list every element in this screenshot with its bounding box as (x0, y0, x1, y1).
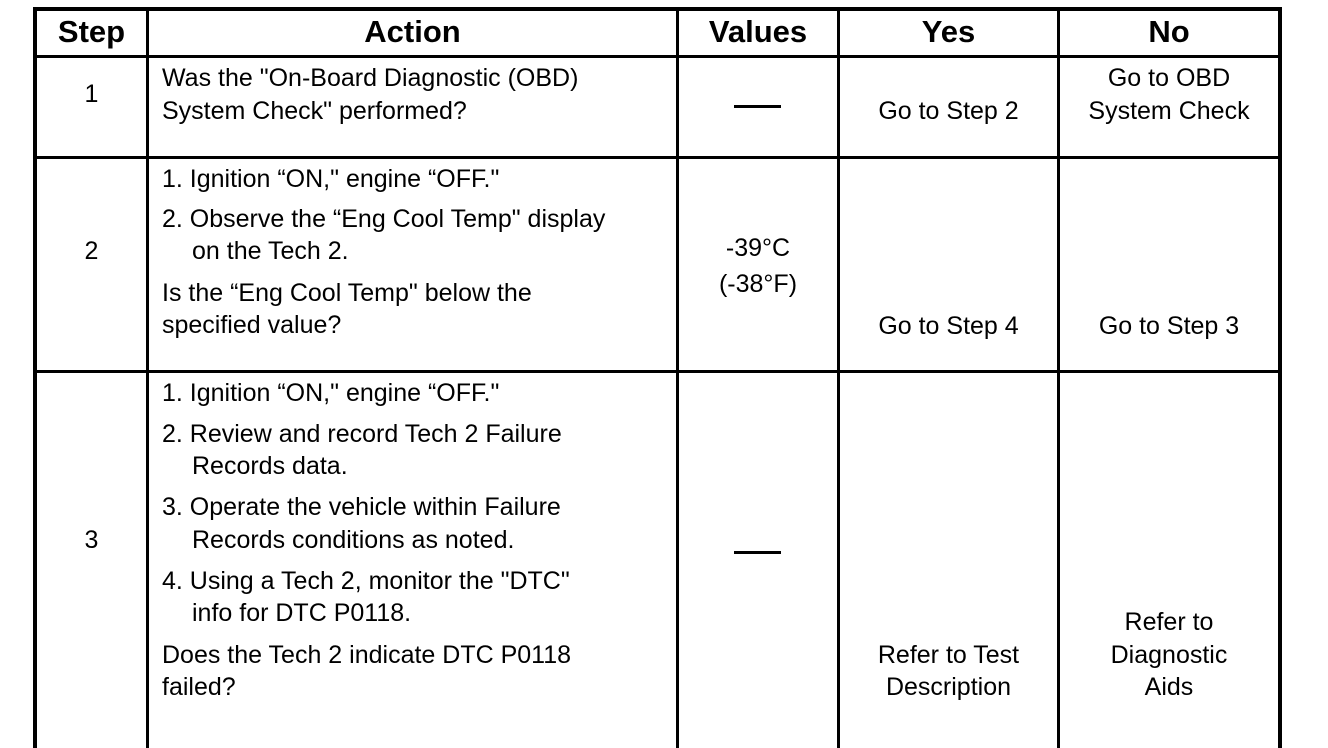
row-3-yes-line-2: Description (885, 673, 1012, 701)
table-left-border (33, 7, 37, 748)
row-3-action-line-7: info for DTC P0118. (192, 599, 412, 627)
row-3-value-dash (734, 551, 781, 554)
row-1-step: 1 (84, 80, 99, 108)
table-right-border (1278, 7, 1282, 748)
row-1-action-line-2: System Check" performed? (162, 97, 467, 125)
row-3-action-line-4: 3. Operate the vehicle within Failure (162, 493, 561, 521)
row-3-step: 3 (84, 526, 99, 554)
row-3-action-line-1: 1. Ignition “ON," engine “OFF." (162, 379, 500, 407)
row-1-action-line-1: Was the "On-Board Diagnostic (OBD) (162, 64, 579, 92)
header-no: No (1148, 14, 1190, 49)
header-values: Values (708, 14, 808, 49)
row-3-yes-line-1: Refer to Test (877, 641, 1020, 669)
table-top-border (33, 7, 1282, 11)
row-3-action-line-3: Records data. (192, 452, 348, 480)
row-2-action-line-5: specified value? (162, 311, 342, 339)
row-3-action-line-6: 4. Using a Tech 2, monitor the "DTC" (162, 567, 570, 595)
column-divider-action-values (676, 7, 679, 748)
row-1-no-line-1: Go to OBD (1107, 64, 1231, 92)
row-3-action-line-8: Does the Tech 2 indicate DTC P0118 (162, 641, 572, 669)
row-1-bottom-border (33, 156, 1282, 159)
header-yes: Yes (921, 14, 976, 49)
row-2-action-line-2: 2. Observe the “Eng Cool Temp" display (162, 205, 606, 233)
row-3-no-line-2: Diagnostic (1110, 641, 1228, 669)
row-3-no-line-1: Refer to (1124, 608, 1214, 636)
row-1-value-dash (734, 105, 781, 108)
row-1-yes: Go to Step 2 (878, 97, 1019, 125)
row-3-action-line-2: 2. Review and record Tech 2 Failure (162, 420, 562, 448)
row-2-action-line-3: on the Tech 2. (192, 237, 349, 265)
column-divider-step-action (146, 7, 149, 748)
row-2-value-celsius: -39°C (725, 234, 791, 262)
row-3-action-line-9: failed? (162, 673, 236, 701)
row-3-action-line-5: Records conditions as noted. (192, 526, 515, 554)
header-action: Action (364, 14, 461, 49)
row-1-no-line-2: System Check (1088, 97, 1250, 125)
row-2-action-line-4: Is the “Eng Cool Temp" below the (162, 279, 532, 307)
row-2-step: 2 (84, 237, 99, 265)
row-2-no: Go to Step 3 (1098, 312, 1240, 340)
row-2-yes: Go to Step 4 (878, 312, 1019, 340)
row-3-no-line-3: Aids (1144, 673, 1194, 701)
header-step: Step (57, 14, 126, 49)
row-2-action-line-1: 1. Ignition “ON," engine “OFF." (162, 165, 500, 193)
row-2-value-fahrenheit: (-38°F) (718, 270, 798, 298)
header-bottom-border (33, 55, 1282, 58)
row-2-bottom-border (33, 370, 1282, 373)
